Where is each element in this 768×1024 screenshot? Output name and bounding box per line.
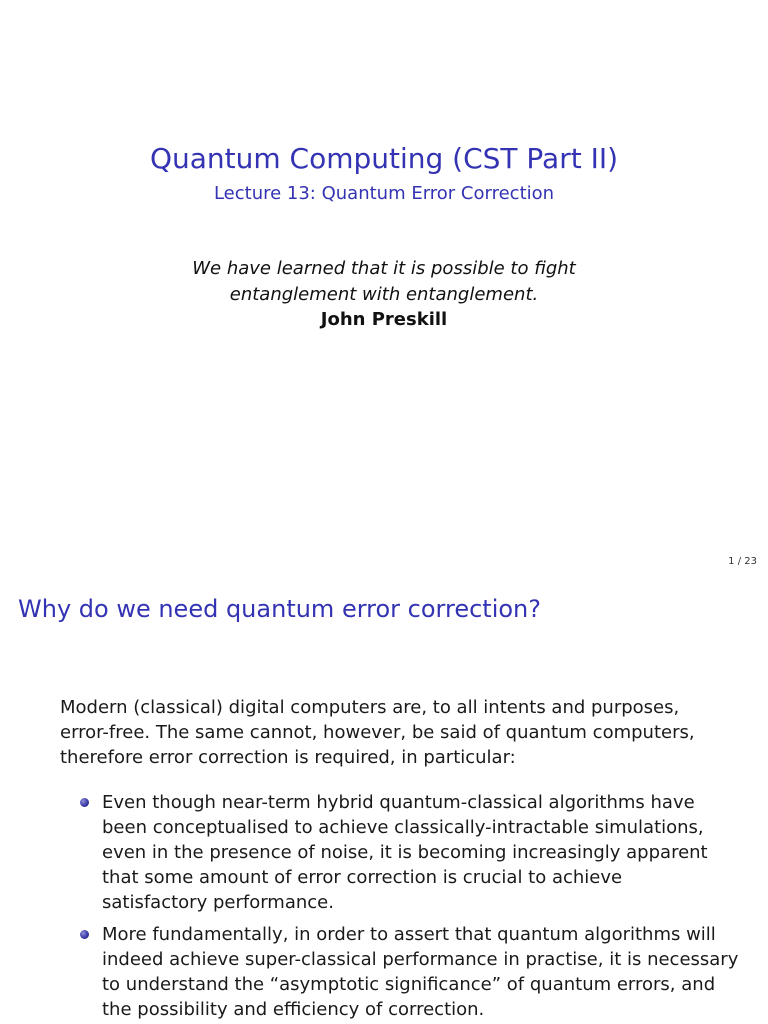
bullet-line: the possibility and efficiency of correction.	[102, 999, 485, 1020]
lecture-subtitle: Lecture 13: Quantum Error Correction	[213, 183, 555, 204]
bullet-line: satisfactory performance.	[102, 892, 334, 913]
quote-author: John Preskill	[320, 309, 448, 330]
bullet-line: that some amount of error correction is crucial to achieve	[102, 867, 623, 888]
bullet-line: to understand the “asymptotic significance” of quantum errors, and	[102, 974, 716, 995]
epigraph-quote	[0, 256, 768, 308]
bullet-ball-icon	[80, 930, 89, 939]
paragraph-line: therefore error correction is required, in particular:	[60, 747, 516, 768]
bullet-line: been conceptualised to achieve classically-intractable simulations,	[102, 817, 704, 838]
bullet-ball-icon	[80, 798, 89, 807]
paragraph-line: Modern (classical) digital computers are, to all intents and purposes,	[60, 697, 680, 718]
frame-title: Why do we need quantum error correction?	[18, 595, 542, 623]
paragraph-line: error-free. The same cannot, however, be said of quantum computers,	[60, 722, 695, 743]
bullet-list-item-2	[80, 922, 740, 1022]
bullet-line: indeed achieve super-classical performance in practise, it is necessary	[102, 949, 739, 970]
slide-2	[0, 576, 768, 1024]
bullet-line: More fundamentally, in order to assert that quantum algorithms will	[102, 924, 716, 945]
list-item	[80, 790, 740, 915]
bullet-line: even in the presence of noise, it is becoming increasingly apparent	[102, 842, 708, 863]
page-number: 1 / 23	[728, 556, 757, 567]
bullet-line: Even though near-term hybrid quantum-classical algorithms have	[102, 792, 695, 813]
lecture-title: Quantum Computing (CST Part II)	[149, 142, 619, 175]
list-item	[80, 922, 740, 1022]
intro-paragraph	[60, 695, 710, 770]
quote-line: entanglement with entanglement.	[229, 284, 539, 305]
quote-line: We have learned that it is possible to fight	[192, 258, 576, 279]
bullet-list-item-1	[80, 790, 740, 915]
